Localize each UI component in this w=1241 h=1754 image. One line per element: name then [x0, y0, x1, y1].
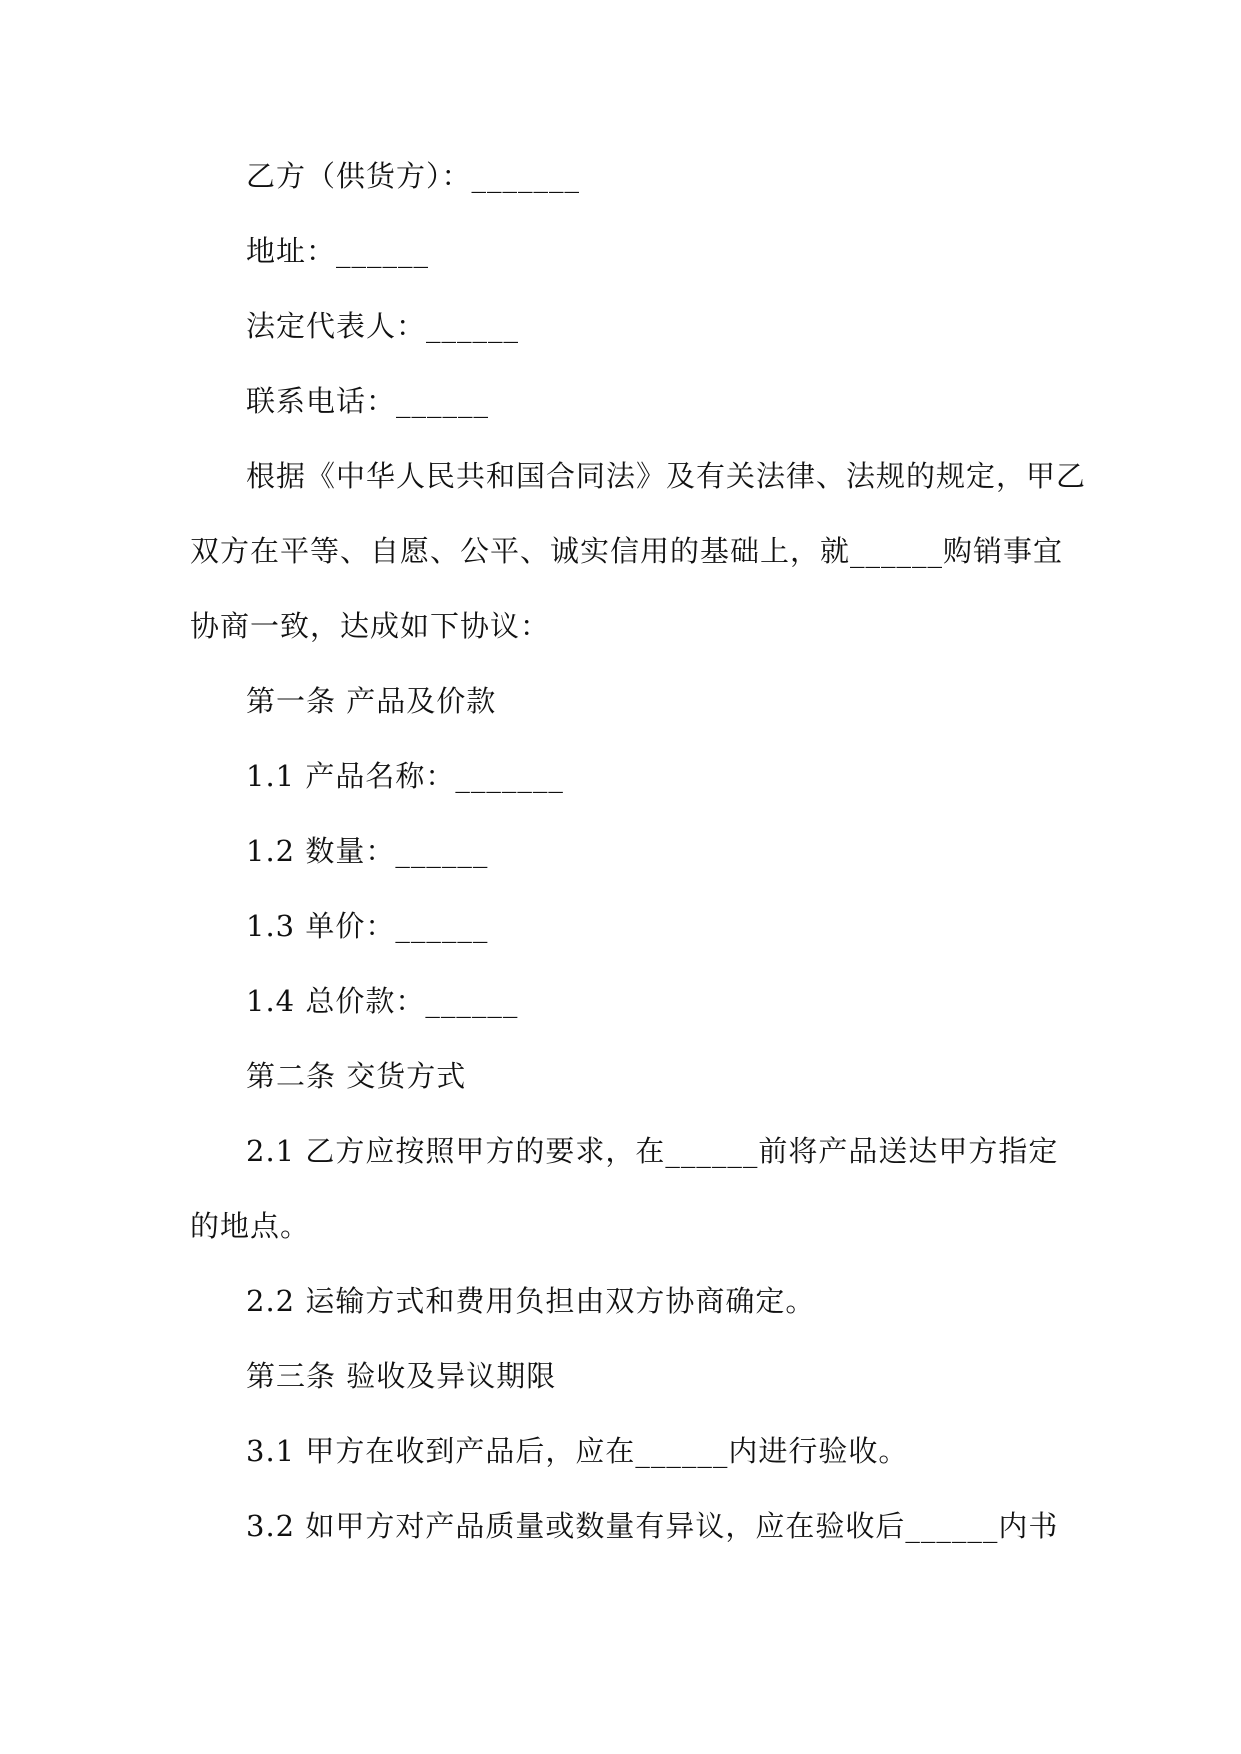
address-line: 地址：______: [246, 234, 430, 268]
item-1-4: 1.4 总价款：______: [246, 984, 519, 1018]
legal-representative-line: 法定代表人：______: [246, 309, 520, 343]
item-1-2: 1.2 数量：______: [246, 834, 489, 868]
item-1-3: 1.3 单价：______: [246, 909, 489, 943]
article-3-heading: 第三条 验收及异议期限: [246, 1359, 557, 1393]
item-2-2: 2.2 运输方式和费用负担由双方协商确定。: [246, 1284, 816, 1318]
preamble-line-3: 协商一致，达成如下协议：: [190, 609, 551, 643]
phone-line: 联系电话：______: [246, 384, 490, 418]
item-3-2: 3.2 如甲方对产品质量或数量有异议，应在验收后______内书: [246, 1509, 1059, 1543]
preamble-line-1: 根据《中华人民共和国合同法》及有关法律、法规的规定，甲乙: [246, 459, 1087, 493]
supplier-line: 乙方（供货方）：_______: [246, 159, 581, 193]
item-1-1: 1.1 产品名称：_______: [246, 759, 564, 793]
article-1-heading: 第一条 产品及价款: [246, 684, 497, 718]
article-2-heading: 第二条 交货方式: [246, 1059, 467, 1093]
preamble-line-2: 双方在平等、自愿、公平、诚实信用的基础上，就______购销事宜: [190, 534, 1064, 568]
item-2-1-line-1: 2.1 乙方应按照甲方的要求，在______前将产品送达甲方指定: [246, 1134, 1059, 1168]
item-3-1: 3.1 甲方在收到产品后，应在______内进行验收。: [246, 1434, 909, 1468]
item-2-1-line-2: 的地点。: [190, 1209, 311, 1243]
